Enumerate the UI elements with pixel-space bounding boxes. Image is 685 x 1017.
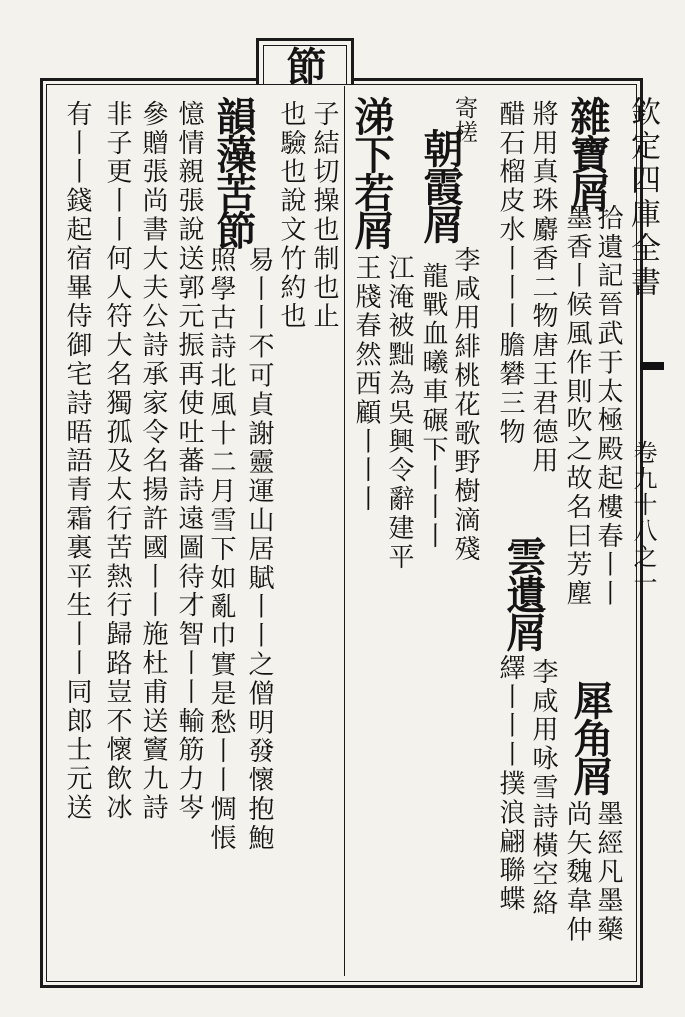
entry-text: 尚矢魏韋仲: [562, 800, 592, 945]
column-rule: [344, 86, 345, 976]
entry-text: 非子更丨丨何人符大名獨孤及太行苦熱行歸路豈不懷飲冰: [102, 100, 132, 823]
entry-text: 易丨丨不可貞謝靈運山居賦丨丨之僧明發懷抱鮑: [244, 246, 274, 853]
entry-text: 有丨丨錢起宿畢侍御宅詩晤語青霜裏平生丨丨同郎士元送: [62, 100, 92, 823]
volume-label: 卷九十八之一: [629, 440, 657, 596]
entry-text: 寄槎: [451, 96, 477, 144]
entry-text: 參贈張尚書大夫公詩承家令名揚許國丨丨施杜甫送竇九詩: [138, 100, 168, 823]
entry-text: 李咸用咏雪詩橫空絡: [528, 658, 558, 919]
entry-title: 涕下若屑: [348, 96, 395, 248]
entry-title: 犀角屑: [567, 680, 614, 794]
entry-title: 雜寶屑: [564, 96, 611, 210]
entry-text: 王牋春然西顧丨丨丨: [351, 254, 381, 515]
entry-text: 將用真珠麝香二物唐王君德用: [528, 100, 558, 476]
entry-text: 醋石榴皮水丨丨丨膽礬三物: [495, 100, 525, 447]
entry-title: 雲遺屑: [500, 536, 547, 650]
tab-title: 節: [280, 46, 327, 84]
entry-text: 江淹被黜為吳興令辭建平: [384, 254, 414, 572]
entry-text: 墨經凡墨藥: [593, 800, 623, 945]
entry-text: 憶情親張說送郭元振再使吐蕃詩遠圖待才智丨丨輸筋力岑: [174, 100, 204, 823]
entry-title: 朝霞屑: [417, 128, 464, 242]
entry-text: 龍戰血曦車碾下丨丨丨: [418, 262, 448, 551]
entry-text: 拾遺記晉武于太極殿起樓春丨丨: [593, 204, 623, 609]
entry-text: 墨香丨候風作則吹之故名曰芳塵: [562, 204, 592, 609]
entry-text: 子結切操也制也止: [309, 100, 339, 332]
fishtail-mark: [640, 362, 664, 370]
entry-text: 也驗也說文竹約也: [276, 100, 306, 332]
entry-title: 韻藻苦節: [210, 96, 257, 248]
entry-text: 照學古詩北風十二月雪下如亂巾實是愁丨丨惆悵: [206, 246, 236, 853]
book-title: 欽定四庫全書: [625, 96, 660, 300]
entry-text: 李咸用緋桃花歌野樹滴殘: [450, 246, 480, 564]
entry-text: 繹丨丨丨撲浪翩聯蝶: [495, 654, 525, 915]
